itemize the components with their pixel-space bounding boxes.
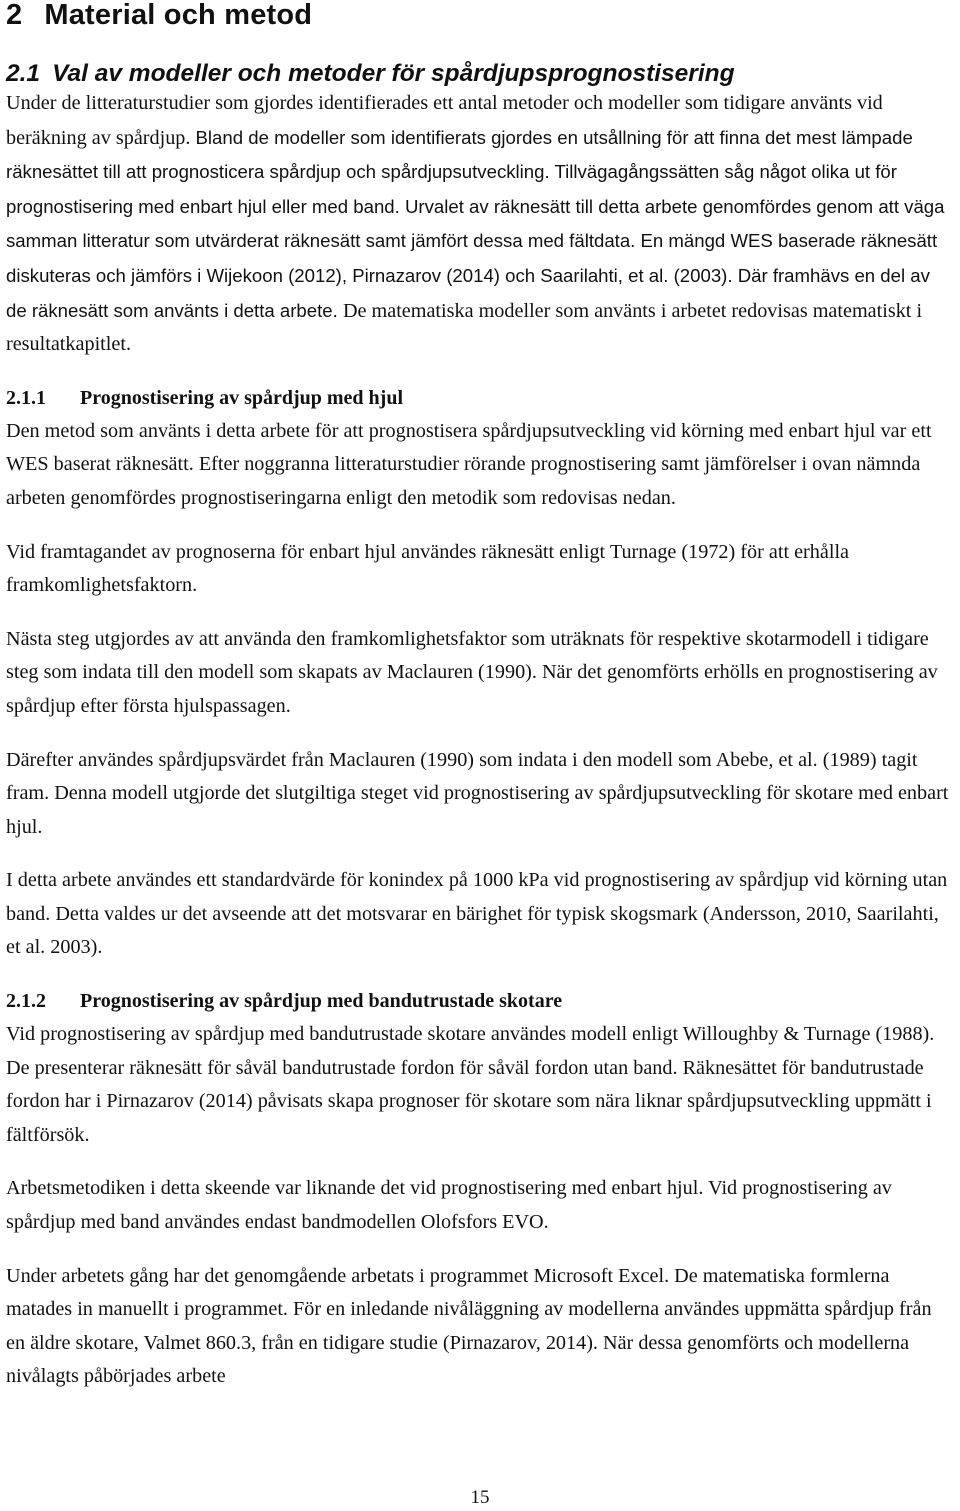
- chapter-title: Material och metod: [44, 0, 313, 31]
- section-heading: [6, 59, 954, 89]
- subsection-number: 2.1.1: [6, 386, 46, 409]
- paragraph: Arbetsmetodiken i detta skeende var liknande det vid prognostisering med enbart hjul. Vid prognostisering av spårdjup med band användes endast bandmodellen Olofsfors EVO.: [6, 1177, 892, 1234]
- paragraph: Vid prognostisering av spårdjup med bandutrustade skotare användes modell enligt Willoughby & Turnage (1988). De presenterar räknesätt för såväl bandutrustade fordon för såväl fordon utan band. Räknesättet för bandutrustade fordon har i Pirnazarov (2014) påvisats skapa prognoser för skotare som nära liknar spårdjupsutveckling uppmätt i fältförsök.: [6, 1023, 935, 1146]
- section-title: Val av modeller och metoder för spårdjupsprognostisering: [52, 60, 735, 87]
- intro-text-serif-end: De matematiska modeller som använts i arbetet redovisas matematiskt i resultatkapitlet.: [6, 299, 923, 356]
- paragraph: Under arbetets gång har det genomgående arbetats i programmet Microsoft Excel. De matematiska formlerna matades in manuellt i programmet. För en inledande nivåläggning av modellerna användes uppmätta spårdjup från en äldre skotare, Valmet 860.3, från en tidigare studie (Pirnazarov, 2014). När dessa genomförts och modellerna nivålagts påbörjades arbete: [6, 1264, 932, 1388]
- subsection-number: 2.1.2: [6, 990, 46, 1013]
- section-number: 2.1: [6, 60, 41, 87]
- intro-paragraph: [6, 87, 954, 362]
- paragraph: I detta arbete användes ett standardvärde för konindex på 1000 kPa vid prognostisering av spårdjup vid körning utan band. Detta valdes ur det avseende att det motsvarar en bärighet för typisk skogsmark (Andersson, 2010, Saarilahti, et al. 2003).: [6, 869, 948, 959]
- paragraph: Vid framtagandet av prognoserna för enbart hjul användes räknesätt enligt Turnage (1972) för att erhålla framkomlighetsfaktorn.: [6, 540, 850, 597]
- intro-text-sans: Bland de modeller som identifierats gjordes en utsållning för att finna det mest lämpade räknesättet till att prognosticera spårdjup och spårdjupsutveckling. Tillvägagångssätten såg något olika ut för prognostisering med enbart hjul eller med band. Urvalet av räknesätt till detta arbete genomfördes genom att väga samman litteratur som utvärderat räknesätt samt jämfört dessa med fältdata. En mängd WES baserade räknesätt diskuteras och jämförs i Wijekoon (2012), Pirnazarov (2014) och Saarilahti, et al. (2003). Där framhävs en del av de räknesätt som använts i detta arbete.: [6, 126, 945, 321]
- paragraph: Den metod som använts i detta arbete för att prognostisera spårdjupsutveckling vid körning med enbart hjul var ett WES baserat räknesätt. Efter noggranna litteraturstudier rörande prognostisering samt jämförelser i ovan nämnda arbeten genomfördes prognostiseringarna enligt den metodik som redovisas nedan.: [6, 419, 932, 509]
- chapter-heading: [6, 0, 954, 30]
- paragraph: Därefter användes spårdjupsvärdet från Maclauren (1990) som indata i den modell som Abebe, et al. (1989) tagit fram. Denna modell utgjorde det slutgiltiga steget vid prognostisering av spårdjupsutveckling för skotare med enbart hjul.: [6, 748, 949, 838]
- chapter-number: 2: [6, 0, 23, 31]
- subsection-title: Prognostisering av spårdjup med hjul: [80, 386, 404, 409]
- paragraph: Nästa steg utgjordes av att använda den framkomlighetsfaktor som uträknats för respektive skotarmodell i tidigare steg som indata till den modell som skapats av Maclauren (1990). När det genomförts erhölls en prognostisering av spårdjup efter första hjulspassagen.: [6, 627, 938, 717]
- subsection-heading-wheels: [6, 382, 954, 415]
- document-page: [6, 0, 954, 1394]
- subsection-title: Prognostisering av spårdjup med bandutrustade skotare: [80, 990, 563, 1013]
- subsection-heading-tracks: [6, 985, 954, 1018]
- page-number: 15: [470, 1487, 490, 1508]
- intro-text-serif: Under de litteraturstudier som gjordes identifierades ett antal metoder och modeller som tidigare använts vid beräkning av spårdjup.: [6, 92, 883, 149]
